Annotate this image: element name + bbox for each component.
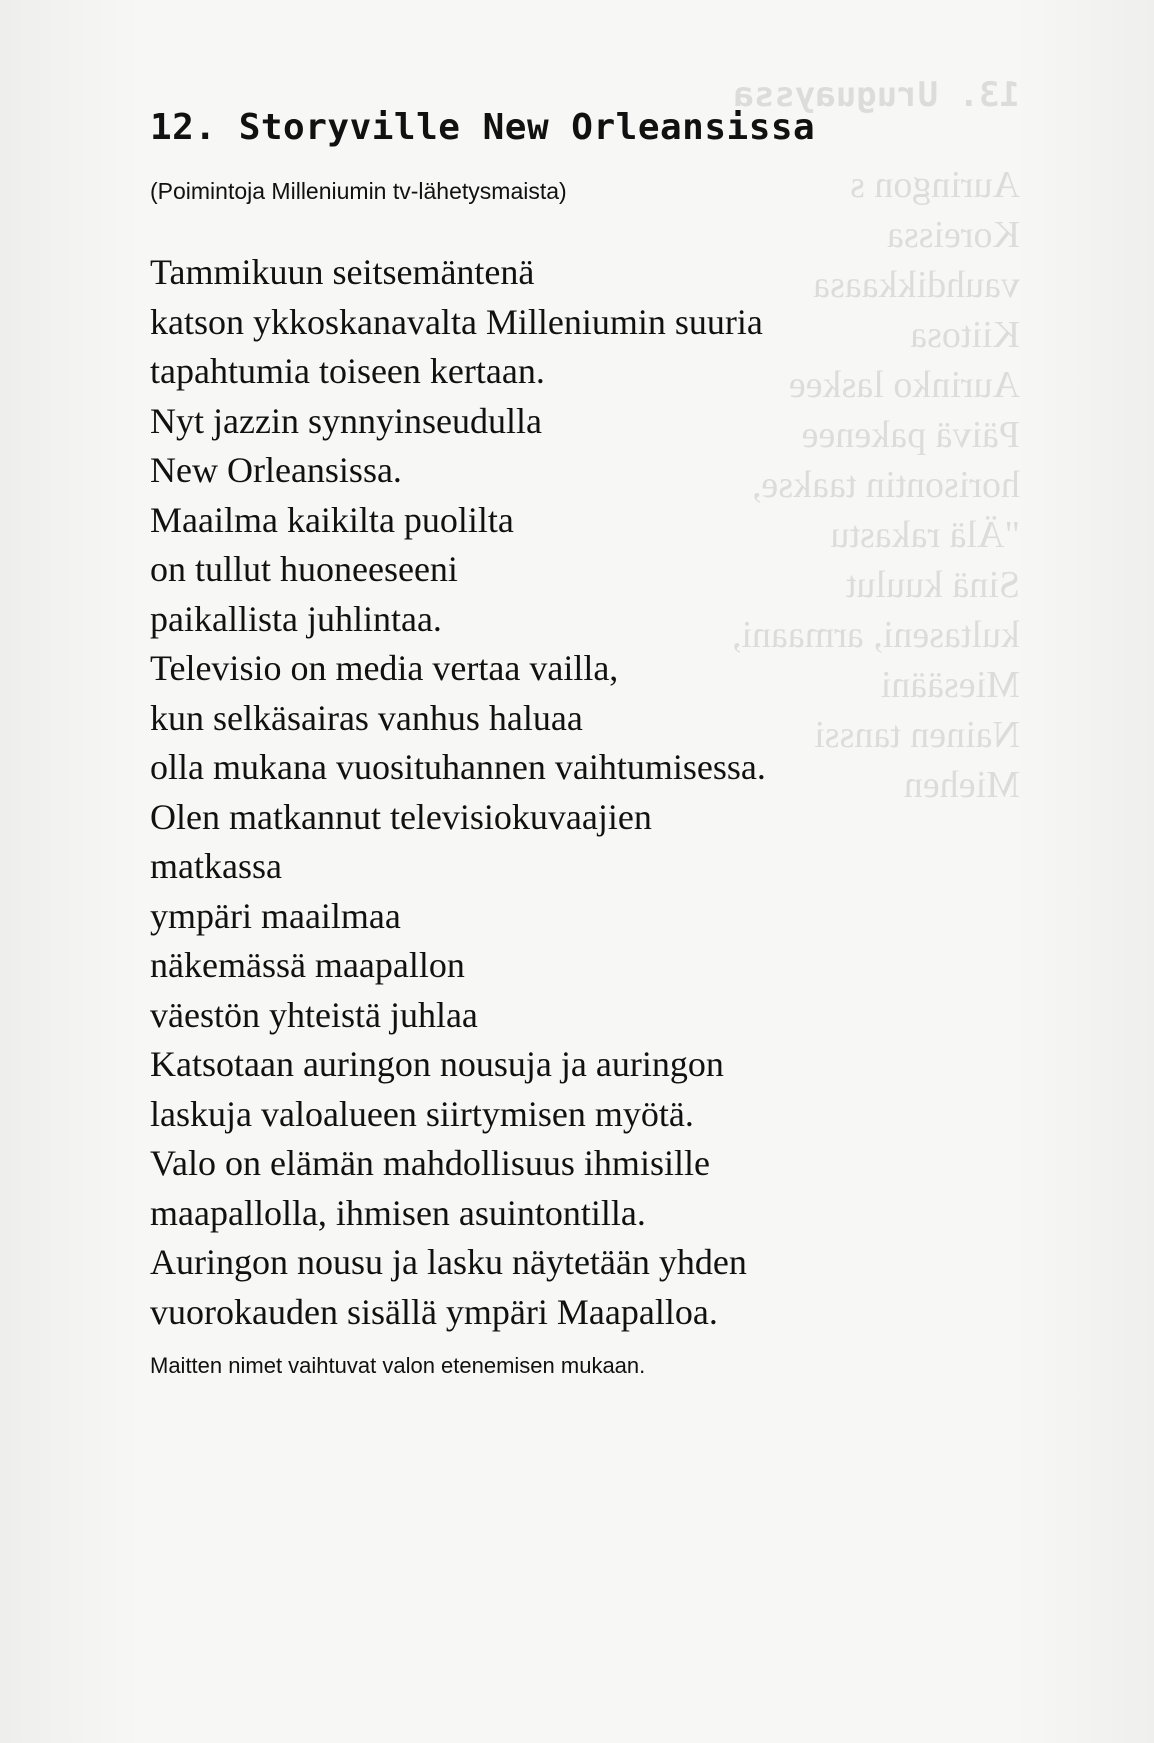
poem-body bbox=[150, 248, 1050, 1337]
bleed-through-line: Auringon s bbox=[850, 164, 1020, 206]
poem-line: vuorokauden sisällä ympäri Maapalloa. bbox=[150, 1291, 718, 1332]
page-title: 12. Storyville New Orleansissa bbox=[150, 107, 816, 148]
poem-line: näkemässä maapallon bbox=[150, 945, 465, 985]
bleed-through-line: horisontin taakse, bbox=[751, 464, 1020, 506]
bleed-through-line: vauhdikkaasa bbox=[813, 264, 1020, 306]
bleed-through-line: Sinä kuulut bbox=[845, 564, 1020, 606]
bleed-through-line: Koreissa bbox=[887, 214, 1020, 256]
poem-line: väestön yhteistä juhlaa bbox=[150, 994, 478, 1035]
bleed-through-line: Kiitosa bbox=[910, 314, 1020, 356]
poem-line: Katsotaan auringon nousuja ja auringon bbox=[150, 1044, 724, 1084]
page-subtitle: (Poimintoja Milleniumin tv-lähetysmaista) bbox=[150, 178, 567, 204]
footnote: Maitten nimet vaihtuvat valon etenemisen mukaan. bbox=[150, 1353, 646, 1378]
poem-line: katson ykkoskanavalta Milleniumin suuria bbox=[150, 301, 763, 342]
poem-line: kun selkäsairas vanhus haluaa bbox=[150, 697, 583, 738]
poem-line: olla mukana vuosituhannen vaihtumisessa. bbox=[150, 747, 766, 787]
bleed-through-line: Päivä pakenee bbox=[801, 414, 1020, 456]
bleed-through-line: Nainen tanssi bbox=[814, 714, 1020, 756]
poem-line: matkassa bbox=[150, 846, 282, 886]
poem-line: Televisio on media vertaa vailla, bbox=[150, 648, 619, 688]
poem-line: Auringon nousu ja lasku näytetään yhden bbox=[150, 1242, 747, 1282]
poem-line: Valo on elämän mahdollisuus ihmisille bbox=[150, 1143, 710, 1183]
poem-line: New Orleansissa. bbox=[150, 450, 402, 490]
poem-line: ympäri maailmaa bbox=[150, 895, 401, 936]
bleed-through-title: 13. Uruguayssa bbox=[733, 75, 1020, 115]
poem-line: Nyt jazzin synnyinseudulla bbox=[150, 400, 542, 441]
poem-line: Maailma kaikilta puolilta bbox=[150, 499, 514, 540]
bleed-through-line: "Älä rakastu bbox=[830, 514, 1020, 556]
poem-line: on tullut huoneeseeni bbox=[150, 549, 458, 589]
poem-line: maapallolla, ihmisen asuintontilla. bbox=[150, 1192, 646, 1233]
bleed-through-line: Miesääni bbox=[880, 664, 1020, 706]
poem-line: tapahtumia toiseen kertaan. bbox=[150, 351, 545, 391]
poem-line: paikallista juhlintaa. bbox=[150, 598, 442, 639]
bleed-through-line: Aurinko laskee bbox=[788, 364, 1020, 406]
bleed-through-line: kultaseni, armaani, bbox=[731, 614, 1020, 656]
poem-line: Tammikuun seitsemäntenä bbox=[150, 252, 535, 292]
bleed-through-line: Miehen bbox=[903, 764, 1020, 806]
poem-content bbox=[150, 104, 1050, 1403]
poem-line: Olen matkannut televisiokuvaajien bbox=[150, 796, 652, 837]
poem-line: laskuja valoalueen siirtymisen myötä. bbox=[150, 1093, 694, 1134]
